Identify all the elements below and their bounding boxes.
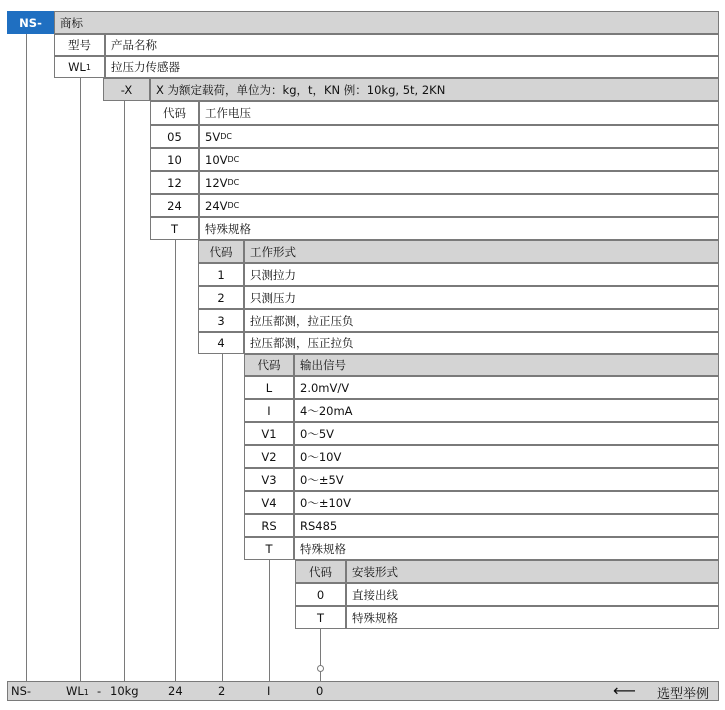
voltage-row-value: 5V DC xyxy=(199,125,719,148)
example-model: WL1 xyxy=(66,684,89,698)
brand-label: 商标 xyxy=(54,11,719,34)
capacity-code: -X xyxy=(103,78,150,101)
mode-row-value: 只测压力 xyxy=(244,286,719,309)
example-voltage: 24 xyxy=(168,684,183,698)
voltage-row-code: 10 xyxy=(150,148,199,171)
connector-line-signal xyxy=(269,560,270,681)
model-header-code: 型号 xyxy=(54,34,105,56)
example-dash: - xyxy=(97,684,102,698)
voltage-row-value: 10V DC xyxy=(199,148,719,171)
model-name: 拉压力传感器 xyxy=(105,56,719,78)
connector-line-model xyxy=(80,78,81,681)
signal-row-code: V3 xyxy=(244,468,294,491)
example-capacity: 10kg xyxy=(110,684,139,698)
mode-row-code: 3 xyxy=(198,309,244,332)
signal-row-value: 0～10V xyxy=(294,445,719,468)
mount-header-name: 安装形式 xyxy=(346,560,719,583)
example-label: 选型举例 xyxy=(657,687,710,702)
mode-row-code: 2 xyxy=(198,286,244,309)
mount-row-code: 0 xyxy=(295,583,346,606)
voltage-header-code: 代码 xyxy=(150,101,199,125)
mode-row-value: 只测拉力 xyxy=(244,263,719,286)
connector-line-mode xyxy=(222,354,223,681)
example-signal: I xyxy=(267,684,271,698)
voltage-row-value: 12V DC xyxy=(199,171,719,194)
signal-row-code: V1 xyxy=(244,422,294,445)
signal-row-value: 特殊规格 xyxy=(294,537,719,560)
signal-row-code: V4 xyxy=(244,491,294,514)
signal-row-code: V2 xyxy=(244,445,294,468)
signal-row-value: 0～±5V xyxy=(294,468,719,491)
arrow-left-icon: ⟵ xyxy=(613,681,636,700)
signal-row-value: 4～20mA xyxy=(294,399,719,422)
voltage-row-code: 12 xyxy=(150,171,199,194)
connector-line-mount xyxy=(320,629,321,681)
signal-header-name: 输出信号 xyxy=(294,354,719,376)
brand-code: NS- xyxy=(7,11,54,34)
model-header-name: 产品名称 xyxy=(105,34,719,56)
voltage-row-value: 24V DC xyxy=(199,194,719,217)
mode-header-code: 代码 xyxy=(198,240,244,263)
mount-row-value: 特殊规格 xyxy=(346,606,719,629)
example-brand: NS- xyxy=(11,684,32,698)
signal-row-value: 0～±10V xyxy=(294,491,719,514)
mount-row-value: 直接出线 xyxy=(346,583,719,606)
connector-end-mount xyxy=(317,665,324,672)
voltage-row-value: 特殊规格 xyxy=(199,217,719,240)
mode-row-value: 拉压都测，压正拉负 xyxy=(244,332,719,354)
signal-row-value: 2.0mV/V xyxy=(294,376,719,399)
signal-row-code: T xyxy=(244,537,294,560)
signal-row-value: 0～5V xyxy=(294,422,719,445)
voltage-row-code: 05 xyxy=(150,125,199,148)
signal-header-code: 代码 xyxy=(244,354,294,376)
mode-row-value: 拉压都测，拉正压负 xyxy=(244,309,719,332)
capacity-desc: X 为额定载荷，单位为：kg，t，KN 例：10kg, 5t, 2KN xyxy=(150,78,719,101)
mount-row-code: T xyxy=(295,606,346,629)
voltage-row-code: 24 xyxy=(150,194,199,217)
signal-row-code: L xyxy=(244,376,294,399)
mode-row-code: 1 xyxy=(198,263,244,286)
mode-header-name: 工作形式 xyxy=(244,240,719,263)
example-mode: 2 xyxy=(218,684,226,698)
mount-header-code: 代码 xyxy=(295,560,346,583)
voltage-row-code: T xyxy=(150,217,199,240)
signal-row-code: RS xyxy=(244,514,294,537)
signal-row-value: RS485 xyxy=(294,514,719,537)
connector-line-brand xyxy=(26,34,27,681)
model-code: WL 1 xyxy=(54,56,105,78)
mode-row-code: 4 xyxy=(198,332,244,354)
example-mount: 0 xyxy=(316,684,324,698)
voltage-header-name: 工作电压 xyxy=(199,101,719,125)
connector-line-capacity xyxy=(124,101,125,681)
signal-row-code: I xyxy=(244,399,294,422)
connector-line-voltage xyxy=(175,240,176,681)
